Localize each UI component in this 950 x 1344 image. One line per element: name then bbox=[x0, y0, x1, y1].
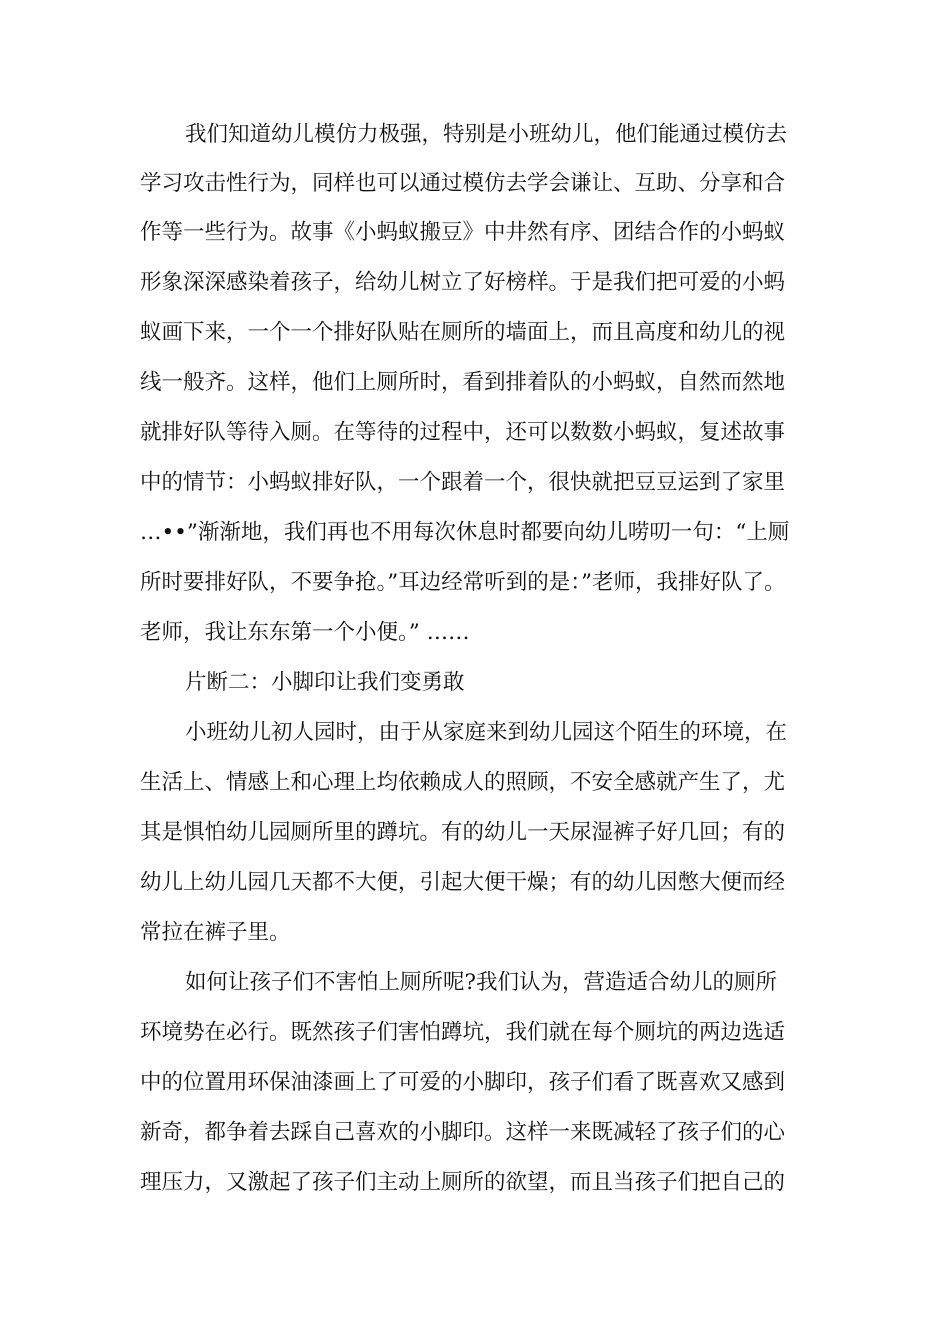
paragraph-line: 学习攻击性行为，同样也可以通过模仿去学会谦让、互助、分享和合 bbox=[140, 171, 786, 196]
paragraph-line: 生活上、情感上和心理上均依赖成人的照顾，不安全感就产生了，尤 bbox=[140, 770, 786, 795]
paragraph-line: 中的位置用环保油漆画上了可爱的小脚印，孩子们看了既喜欢又感到 bbox=[140, 1070, 786, 1095]
section-heading: 片断二：小脚印让我们变勇敢 bbox=[185, 670, 465, 695]
paragraph-line: 小班幼儿初人园时，由于从家庭来到幼儿园这个陌生的环境，在 bbox=[185, 720, 788, 745]
paragraph-line: 老师，我让东东第一个小便。” …… bbox=[140, 620, 470, 645]
paragraph-line: 蚁画下来，一个一个排好队贴在厕所的墙面上，而且高度和幼儿的视 bbox=[140, 320, 786, 345]
paragraph-line: 理压力，又激起了孩子们主动上厕所的欲望，而且当孩子们把自己的 bbox=[140, 1170, 786, 1195]
paragraph-line: 其是惧怕幼儿园厕所里的蹲坑。有的幼儿一天尿湿裤子好几回；有的 bbox=[140, 820, 786, 845]
paragraph-line: 线一般齐。这样，他们上厕所时，看到排着队的小蚂蚁，自然而然地 bbox=[140, 370, 786, 395]
paragraph-line: 新奇，都争着去踩自己喜欢的小脚印。这样一来既减轻了孩子们的心 bbox=[140, 1120, 786, 1145]
paragraph-line: 如何让孩子们不害怕上厕所呢?我们认为，营造适合幼儿的厕所 bbox=[185, 970, 778, 995]
paragraph-line: 幼儿上幼儿园几天都不大便，引起大便干燥；有的幼儿因憋大便而经 bbox=[140, 870, 786, 895]
paragraph-line: 所时要排好队，不要争抢。”耳边经常听到的是：”老师，我排好队了。 bbox=[140, 570, 786, 595]
paragraph-line: 中的情节：小蚂蚁排好队，一个跟着一个，很快就把豆豆运到了家里 bbox=[140, 470, 786, 495]
paragraph-line: 常拉在裤子里。 bbox=[140, 920, 291, 945]
paragraph-line: 形象深深感染着孩子，给幼儿树立了好榜样。于是我们把可爱的小蚂 bbox=[140, 270, 786, 295]
paragraph-line: …••”渐渐地，我们再也不用每次休息时都要向幼儿唠叨一句：“上厕 bbox=[140, 520, 790, 545]
paragraph-line: 我们知道幼儿模仿力极强，特别是小班幼儿，他们能通过模仿去 bbox=[185, 122, 788, 147]
paragraph-line: 作等一些行为。故事《小蚂蚁搬豆》中井然有序、团结合作的小蚂蚁 bbox=[140, 220, 786, 245]
paragraph-line: 就排好队等待入厕。在等待的过程中，还可以数数小蚂蚁，复述故事 bbox=[140, 420, 786, 445]
paragraph-line: 环境势在必行。既然孩子们害怕蹲坑，我们就在每个厕坑的两边选适 bbox=[140, 1020, 786, 1045]
